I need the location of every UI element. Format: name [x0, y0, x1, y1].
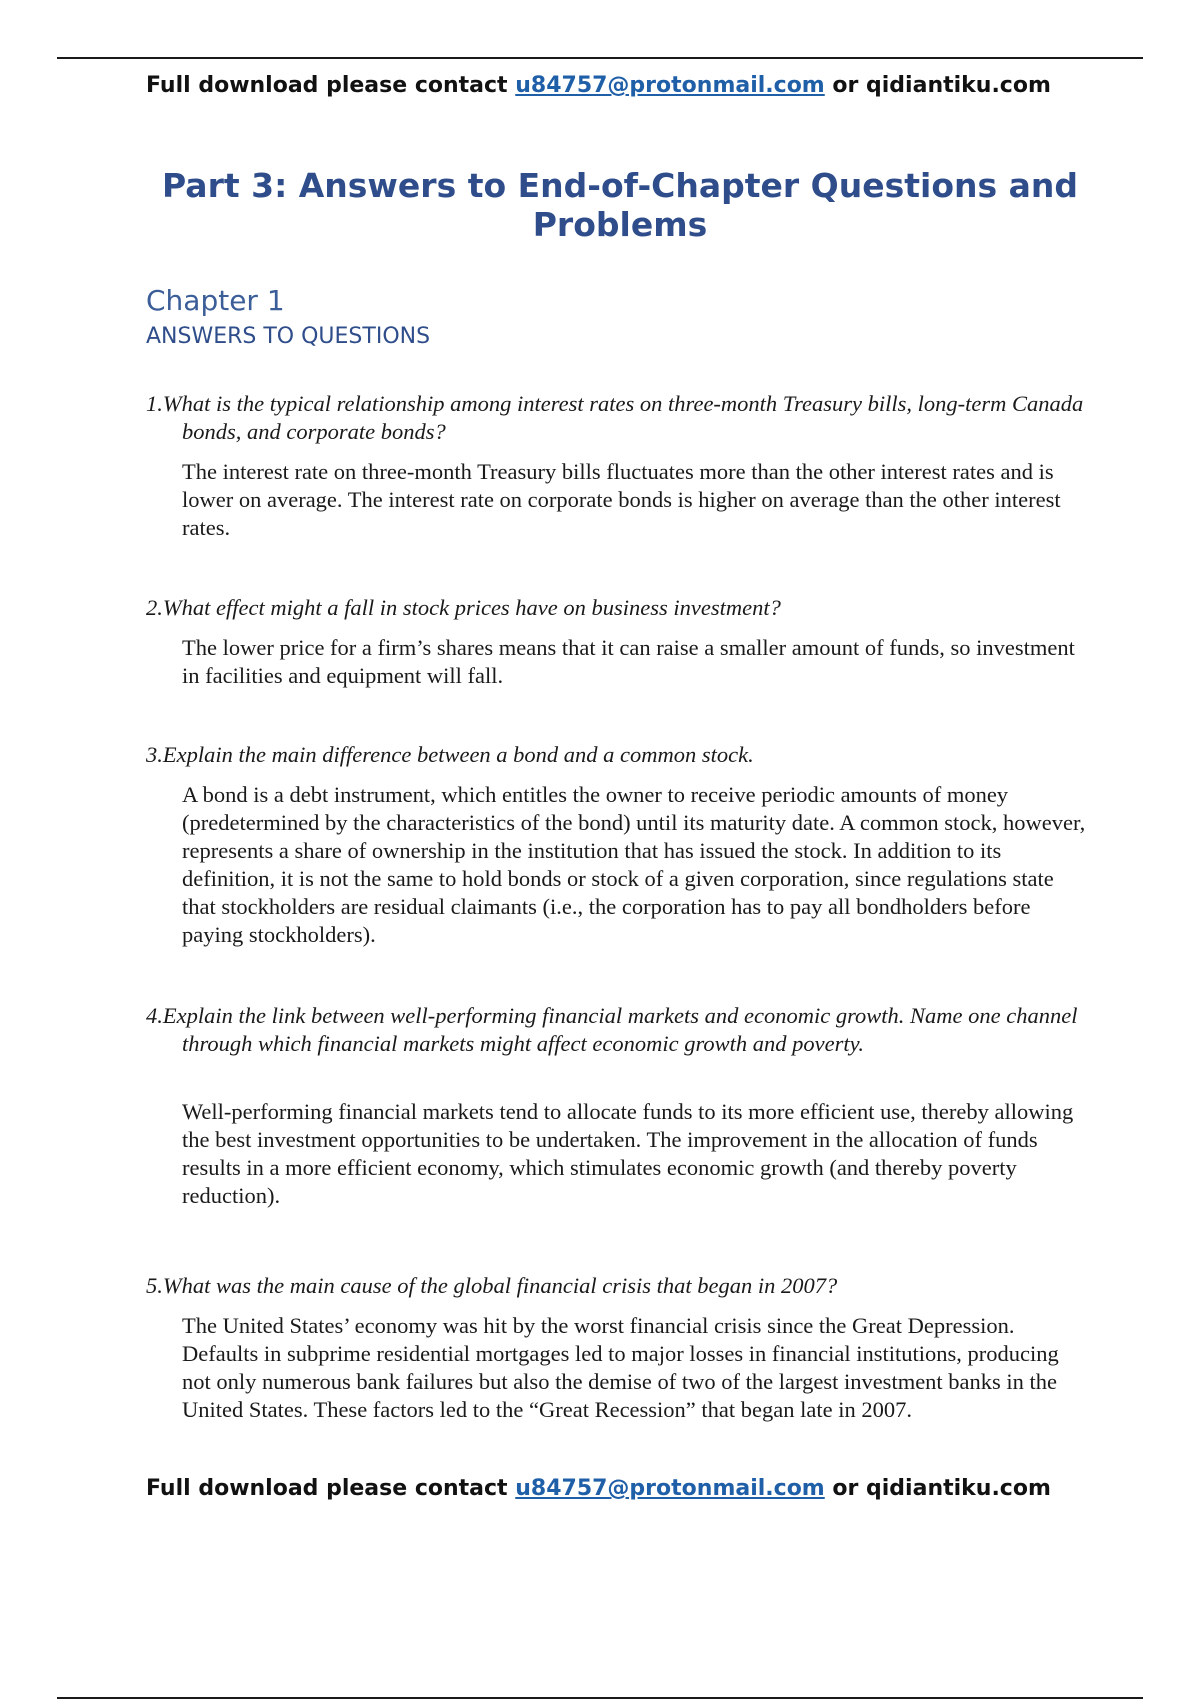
contact-email-link[interactable]: u84757@protonmail.com [515, 1476, 825, 1501]
section-heading: ANSWERS TO QUESTIONS [146, 324, 431, 349]
contact-prefix: Full download please contact [146, 73, 516, 98]
contact-banner-top [146, 71, 1106, 101]
bottom-rule [57, 1697, 1143, 1699]
contact-email-link[interactable]: u84757@protonmail.com [515, 73, 825, 98]
answer-5: The United States’ economy was hit by the worst financial crisis since the Great Depression. Defaults in subprime residential mortgages led to major losses in financial institutions, producing not only numerous bank failures but also the demise of two of the largest investment banks in the United States. These factors led to the “Great Recession” that began late in 2007. [182, 1313, 1059, 1422]
question-2: 2.What effect might a fall in stock prices have on business investment? [146, 595, 781, 620]
contact-suffix: or qidiantiku.com [824, 73, 1051, 98]
question-1: 1.What is the typical relationship among interest rates on three-month Treasury bills, long-term Canada bonds, and corporate bonds? [146, 391, 1084, 444]
qa-item-3 [146, 741, 1086, 949]
page-title: Part 3: Answers to End-of-Chapter Questions and Problems [162, 166, 1078, 244]
top-rule [57, 57, 1143, 59]
qa-item-1 [146, 390, 1086, 542]
answer-4: Well-performing financial markets tend to allocate funds to its more efficient use, thereby allowing the best investment opportunities to be undertaken. The improvement in the allocation of funds results in a more efficient economy, which stimulates economic growth (and thereby poverty reduction). [182, 1099, 1074, 1208]
chapter-heading: Chapter 1 [146, 284, 285, 317]
question-4: 4.Explain the link between well-performing financial markets and economic growth. Name one channel through which financial markets might affect economic growth and poverty. [146, 1003, 1078, 1056]
answer-2: The lower price for a firm’s shares means that it can raise a smaller amount of funds, so investment in facilities and equipment will fall. [182, 635, 1075, 688]
contact-prefix: Full download please contact [146, 1476, 516, 1501]
qa-item-2 [146, 594, 1086, 690]
qa-item-5 [146, 1272, 1086, 1424]
contact-banner-bottom [146, 1474, 1106, 1504]
qa-item-4 [146, 1002, 1086, 1210]
answer-3: A bond is a debt instrument, which entitles the owner to receive periodic amounts of money (predetermined by the characteristics of the bond) until its maturity date. A common stock, however, represents a share of ownership in the institution that has issued the stock. In addition to its definition, it is not the same to hold bonds or stock of a given corporation, since regulations state that stockholders are residual claimants (i.e., the corporation has to pay all bondholders before paying stockholders). [182, 782, 1086, 947]
answer-1: The interest rate on three-month Treasury bills fluctuates more than the other interest rates and is lower on average. The interest rate on corporate bonds is higher on average than the other interest rates. [182, 459, 1061, 540]
contact-suffix: or qidiantiku.com [824, 1476, 1051, 1501]
question-5: 5.What was the main cause of the global financial crisis that began in 2007? [146, 1273, 838, 1298]
question-3: 3.Explain the main difference between a bond and a common stock. [146, 742, 754, 767]
